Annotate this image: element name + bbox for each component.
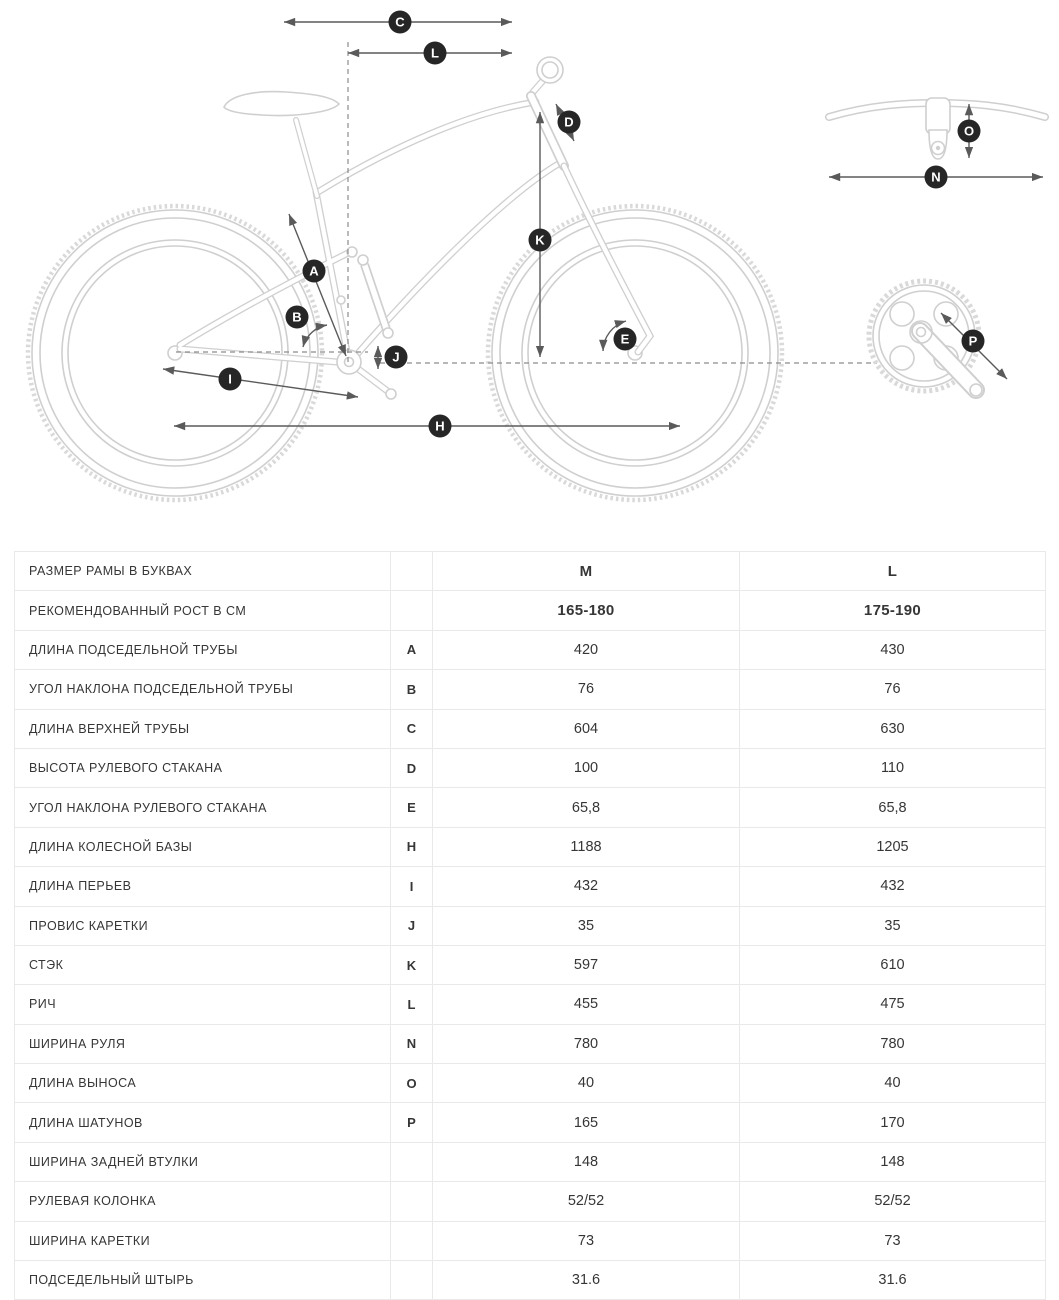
handlebar-drawing <box>829 98 1045 177</box>
svg-text:H: H <box>435 418 445 434</box>
value-m: 100 <box>433 748 740 787</box>
param-letter <box>391 1182 433 1221</box>
value-m: 455 <box>433 985 740 1024</box>
value-m: 165-180 <box>433 591 740 630</box>
dim-label-k <box>529 229 552 252</box>
dim-label-a <box>303 260 326 283</box>
param-name: ШИРИНА КАРЕТКИ <box>15 1221 391 1260</box>
param-letter: O <box>391 1064 433 1103</box>
value-l: 31.6 <box>740 1261 1046 1300</box>
param-name: РУЛЕВАЯ КОЛОНКА <box>15 1182 391 1221</box>
param-name: ДЛИНА ВЫНОСА <box>15 1064 391 1103</box>
value-m: 52/52 <box>433 1182 740 1221</box>
value-l: 630 <box>740 709 1046 748</box>
param-name: ДЛИНА КОЛЕСНОЙ БАЗЫ <box>15 827 391 866</box>
table-row <box>15 906 1046 945</box>
value-m: 780 <box>433 1024 740 1063</box>
value-l: L <box>740 552 1046 591</box>
value-m: 35 <box>433 906 740 945</box>
param-letter: N <box>391 1024 433 1063</box>
param-name: УГОЛ НАКЛОНА РУЛЕВОГО СТАКАНА <box>15 788 391 827</box>
svg-text:K: K <box>535 232 545 248</box>
table-row <box>15 827 1046 866</box>
param-name: СТЭК <box>15 945 391 984</box>
param-letter <box>391 591 433 630</box>
value-m: 73 <box>433 1221 740 1260</box>
dim-label-b <box>286 306 309 329</box>
param-name: ПРОВИС КАРЕТКИ <box>15 906 391 945</box>
svg-text:C: C <box>395 14 405 30</box>
param-letter <box>391 1142 433 1181</box>
param-letter: B <box>391 670 433 709</box>
value-m: 65,8 <box>433 788 740 827</box>
table-row <box>15 945 1046 984</box>
param-letter: H <box>391 827 433 866</box>
svg-text:N: N <box>931 169 941 185</box>
table-row <box>15 670 1046 709</box>
value-l: 148 <box>740 1142 1046 1181</box>
geometry-diagram <box>0 0 1059 546</box>
value-l: 780 <box>740 1024 1046 1063</box>
dim-label-h <box>429 415 452 438</box>
table-row <box>15 552 1046 591</box>
param-name: ДЛИНА ПОДСЕДЕЛЬНОЙ ТРУБЫ <box>15 630 391 669</box>
table-row <box>15 709 1046 748</box>
rear-wheel <box>28 206 322 500</box>
value-m: 165 <box>433 1103 740 1142</box>
value-m: 148 <box>433 1142 740 1181</box>
dim-label-d <box>558 111 581 134</box>
value-l: 1205 <box>740 827 1046 866</box>
value-l: 170 <box>740 1103 1046 1142</box>
param-letter <box>391 1261 433 1300</box>
svg-text:O: O <box>963 123 975 139</box>
param-name: ДЛИНА ПЕРЬЕВ <box>15 867 391 906</box>
dim-label-i <box>219 368 242 391</box>
dim-label-p <box>962 330 985 353</box>
dim-label-n <box>925 166 948 189</box>
value-l: 432 <box>740 867 1046 906</box>
param-name: РЕКОМЕНДОВАННЫЙ РОСТ В СМ <box>15 591 391 630</box>
param-letter <box>391 552 433 591</box>
table-row <box>15 1221 1046 1260</box>
table-row <box>15 630 1046 669</box>
dim-label-l <box>424 42 447 65</box>
param-name: ДЛИНА ВЕРХНЕЙ ТРУБЫ <box>15 709 391 748</box>
crank-drawing <box>869 281 1007 396</box>
table-row <box>15 748 1046 787</box>
bike-drawing <box>28 57 782 500</box>
param-letter: A <box>391 630 433 669</box>
param-name: РАЗМЕР РАМЫ В БУКВАХ <box>15 552 391 591</box>
table-row <box>15 985 1046 1024</box>
param-letter: I <box>391 867 433 906</box>
param-letter: L <box>391 985 433 1024</box>
svg-text:L: L <box>431 45 439 61</box>
param-name: ДЛИНА ШАТУНОВ <box>15 1103 391 1142</box>
svg-text:I: I <box>228 371 232 387</box>
param-letter: J <box>391 906 433 945</box>
svg-text:D: D <box>564 114 574 130</box>
table-row <box>15 1142 1046 1181</box>
param-letter <box>391 1221 433 1260</box>
svg-text:J: J <box>392 349 400 365</box>
value-l: 110 <box>740 748 1046 787</box>
table-row <box>15 867 1046 906</box>
value-m: 420 <box>433 630 740 669</box>
table-row <box>15 1064 1046 1103</box>
dim-label-o <box>958 120 981 143</box>
value-m: 40 <box>433 1064 740 1103</box>
svg-text:P: P <box>968 333 978 349</box>
param-name: ШИРИНА РУЛЯ <box>15 1024 391 1063</box>
param-letter: D <box>391 748 433 787</box>
dim-label-e <box>614 328 637 351</box>
param-name: ВЫСОТА РУЛЕВОГО СТАКАНА <box>15 748 391 787</box>
value-l: 610 <box>740 945 1046 984</box>
svg-text:B: B <box>292 309 302 325</box>
param-name: ШИРИНА ЗАДНЕЙ ВТУЛКИ <box>15 1142 391 1181</box>
table-row <box>15 591 1046 630</box>
value-m: 597 <box>433 945 740 984</box>
value-l: 40 <box>740 1064 1046 1103</box>
param-name: УГОЛ НАКЛОНА ПОДСЕДЕЛЬНОЙ ТРУБЫ <box>15 670 391 709</box>
table-row <box>15 1024 1046 1063</box>
dimension-lines <box>163 22 680 426</box>
value-l: 65,8 <box>740 788 1046 827</box>
value-l: 76 <box>740 670 1046 709</box>
table-row <box>15 1103 1046 1142</box>
value-m: 432 <box>433 867 740 906</box>
value-m: 1188 <box>433 827 740 866</box>
param-letter: E <box>391 788 433 827</box>
value-l: 73 <box>740 1221 1046 1260</box>
table-row <box>15 1182 1046 1221</box>
param-name: ПОДСЕДЕЛЬНЫЙ ШТЫРЬ <box>15 1261 391 1300</box>
table-row <box>15 1261 1046 1300</box>
value-m: 604 <box>433 709 740 748</box>
param-letter: C <box>391 709 433 748</box>
value-m: M <box>433 552 740 591</box>
param-name: РИЧ <box>15 985 391 1024</box>
svg-text:A: A <box>309 263 319 279</box>
dim-label-c <box>389 11 412 34</box>
geometry-table <box>14 551 1046 1300</box>
value-m: 76 <box>433 670 740 709</box>
value-l: 35 <box>740 906 1046 945</box>
dim-label-j <box>385 346 408 369</box>
value-l: 175-190 <box>740 591 1046 630</box>
value-l: 52/52 <box>740 1182 1046 1221</box>
svg-text:E: E <box>620 331 630 347</box>
table-row <box>15 788 1046 827</box>
param-letter: K <box>391 945 433 984</box>
value-m: 31.6 <box>433 1261 740 1300</box>
param-letter: P <box>391 1103 433 1142</box>
value-l: 430 <box>740 630 1046 669</box>
value-l: 475 <box>740 985 1046 1024</box>
